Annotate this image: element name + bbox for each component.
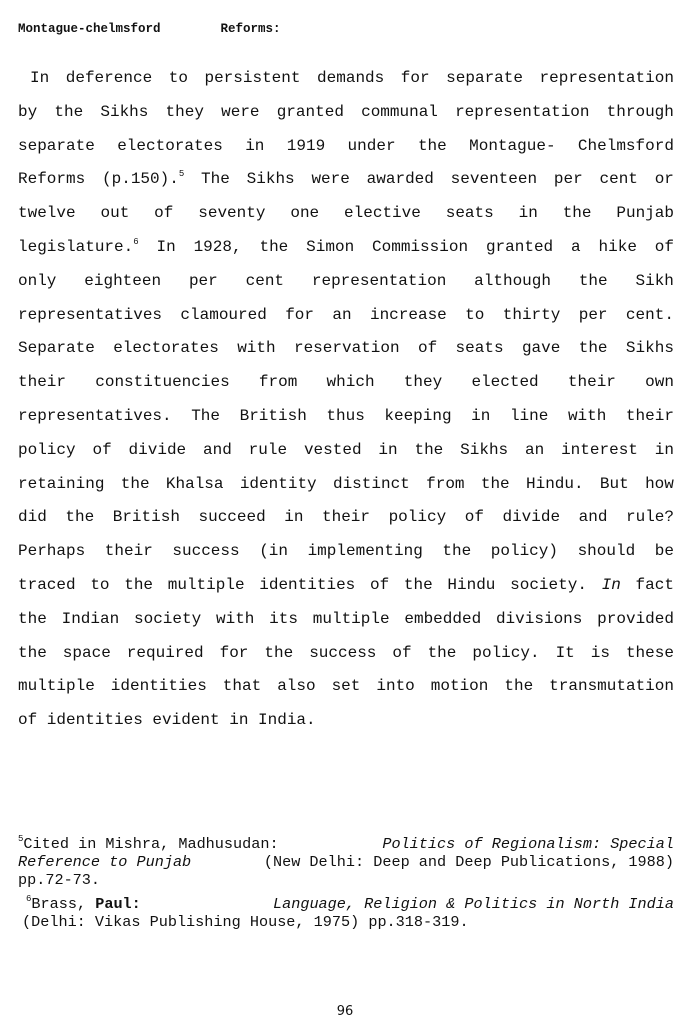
footnote-author-bold: Paul: — [95, 895, 141, 913]
paragraph-line: twelve out of seventy one elective seats in the Punjab — [18, 204, 674, 223]
paragraph-line: representatives clamoured for an increase to thirty per cent. — [18, 305, 674, 324]
paragraph-line: retaining the Khalsa identity distinct from the Hindu. But how — [18, 474, 674, 493]
footnote-title: Language, Religion & Politics in North India — [272, 895, 674, 913]
paragraph-line: representatives. The British thus keeping in line with their — [18, 406, 674, 425]
paragraph-line: traced to the multiple identities of the Hindu society. In fact — [18, 575, 674, 594]
paragraph-line: Perhaps their success (in implementing the policy) should be — [18, 542, 674, 561]
body-paragraph — [18, 62, 674, 738]
paragraph-line: legislature.$^6$ In 1928, the Simon Commission granted a hike of — [18, 236, 674, 256]
footnote-text: Cited in Mishra, Madhusudan: — [23, 835, 279, 853]
footnotes — [18, 835, 674, 937]
footnote-title: Politics of Regionalism: Special — [382, 835, 674, 853]
page-number: 96 — [336, 1004, 354, 1019]
footnote-text: (Delhi: Vikas Publishing House, 1975) pp.318-319. — [22, 913, 469, 931]
footnote-5 — [18, 835, 674, 889]
paragraph-line: by the Sikhs they were granted communal representation through — [18, 102, 674, 121]
paragraph-line: policy of divide and rule vested in the Sikhs an interest in — [18, 440, 674, 459]
footnote-pages: pp.72-73. — [18, 871, 101, 889]
footnote-text: (New Delhi: Deep and Deep Publications, 1988) — [263, 853, 674, 871]
footnote-title: Reference to Punjab — [18, 853, 192, 871]
paragraph-line: In deference to persistent demands for separate representation — [30, 69, 674, 87]
paragraph-line: the Indian society with its multiple embedded divisions provided — [18, 609, 674, 628]
footnote-number: 5 — [18, 834, 24, 844]
paragraph-line: their constituencies from which they elected their own — [18, 373, 674, 392]
footnote-ref: 6 — [133, 236, 139, 247]
paragraph-line: Reforms (p.150).$^5$ The Sikhs were awarded seventeen per cent or — [18, 169, 674, 189]
heading-right: Reforms: — [220, 22, 281, 36]
paragraph-line: separate electorates in 1919 under the Montague- Chelmsford — [18, 136, 674, 155]
footnote-number: 6 — [26, 894, 32, 904]
paragraph-line: multiple identities that also set into motion the transmutation — [18, 677, 674, 696]
footnote-ref: 5 — [178, 169, 185, 180]
paragraph-line: Separate electorates with reservation of seats gave the Sikhs — [18, 339, 674, 358]
paragraph-line: only eighteen per cent representation although the Sikh — [18, 271, 674, 290]
heading-left: Montague-chelmsford — [18, 22, 161, 36]
paragraph-line: of identities evident in India. — [18, 711, 316, 730]
footnote-6 — [18, 895, 674, 931]
paragraph-line: the space required for the success of the policy. It is these — [18, 643, 674, 662]
footnote-author: Brass, — [31, 895, 87, 913]
paragraph-line: did the British succeed in their policy of divide and rule? — [18, 508, 674, 527]
section-heading — [18, 22, 281, 36]
